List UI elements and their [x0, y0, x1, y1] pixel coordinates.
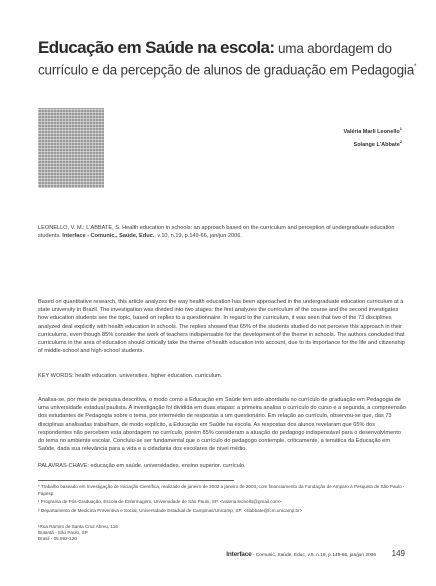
footer-citation: - Comunic, Saúde, Educ, v.9, n.18, p.149-66, jan/jun 2006	[251, 553, 376, 558]
abstract-portuguese: Analisa-se, por meio de pesquisa descritiva, o modo como a Educação em Saúde tem sido abordada no currículo de graduação em Pedagogia de uma universidade estadual paulista. A investigação foi dividida em duas etapas: a primeira analisa o currículo do curso e a segunda, a compreensão dos estudantes de Pedagogia sobre o tema, por intermédio de respostas a um questionário. Em relação ao currículo, observou-se que, das 73 disciplinas analisadas trabalham, de modo explícito, a Educação em Saúde na escola. As respostas dos alunos revelaram que 65% dos respondentes não percebem esta abordagem no currículo, porém 85% consideram a atuação do pedagogo indispensável para o desenvolvimento do tema no ambiente escolar. Concluiu-se ser fundamental que o currículo do pedagogo contemple, criticamente, a temática da Educação em Saúde, dada sua relevância para a vida e a cidadania dos escolares de nível médio.	[38, 397, 406, 453]
author-1	[344, 124, 402, 137]
footer-magazine-name: Interface	[226, 551, 252, 558]
footnote-author-2: ² Departamento de Medicina Preventiva e Social, Universidade Estadual de Campinas/Unicamp, SP. <slabbate@fcm.unicamp.br>	[38, 508, 303, 513]
author-2	[344, 137, 402, 150]
decorative-pattern-block	[38, 108, 104, 188]
abstract-english: Based on quantitative research, this article analyzes the way health education has been approached in the undergraduate education curriculum at a state university in Brazil. The investigation was divided into two stages: the first analyzes the curriculum of the course and the second investigates how education students see the topic, based on replies to a questionnaire. In regard to the curriculum, it was seen that two of the 73 disciplines analyzed deal explicitly with health education in schools. The replies showed that 65% of the students studied do not perceive this approach in their curriculums, even though 85% consider the work of teachers indispensable for the development of the theme in schools. The authors concluded that curriculums in the area of education should critically take the theme of health education into account, due to its importance for the life and citizenship of middle-school and high-school students.	[38, 299, 405, 355]
title-bold-part: Educação em Saúde na escola:	[38, 38, 275, 57]
article-title	[38, 38, 418, 79]
citation-rest: , v.10, n.19, p.149-66, jan/jun 2006.	[154, 233, 242, 240]
author-sup: 1	[399, 126, 402, 131]
citation	[38, 224, 408, 240]
address-line: Butantã - São Paulo, SP	[38, 530, 88, 536]
keywords-portuguese: PALAVRAS-CHAVE: educação em saúde. universidades. ensino superior. currículo.	[38, 463, 246, 469]
running-footer	[226, 551, 376, 558]
footnote-funding: * Trabalho baseado em Investigação de Iniciação Científica, realizado de janeiro de 2002 a janeiro de 2003, com financiamento da Fundação de Amparo à Pesquisa de São Paulo - Fapesp.	[38, 484, 405, 496]
citation-journal: Interface - Comunic., Saúde, Educ.	[62, 233, 155, 240]
author-name: Valéria Marli Leonello	[343, 128, 400, 135]
address-line: ¹Rua Ramiro de Santa Cruz Abreu, 116	[38, 524, 118, 529]
page-number: 149	[391, 549, 405, 558]
postal-address	[38, 524, 118, 543]
footnote-author-1: ¹ Programa de Pós-Graduação, Escola de Enfermagem, Universidade de São Paulo, SP. <valeria.leonello@gmail.com>	[38, 499, 282, 504]
footnote-divider	[38, 480, 234, 481]
keywords-english: KEY WORDS: health education. universities. higher education. curriculum.	[38, 373, 223, 379]
citation-text: LEONELLO, V. M.; L'ABBATE, S. Health education in schools: an approach based on the curriculum and perception of undergraduate education students.	[38, 225, 395, 240]
address-line: Brasil - 05.592-120	[38, 536, 77, 542]
title-rest: uma abordagem do currículo e da percepção de alunos de graduação em Pedagogia	[38, 41, 415, 78]
authors-block	[344, 124, 402, 150]
author-sup: 2	[399, 138, 402, 144]
title-footnote-marker: *	[414, 64, 417, 70]
author-name: Solange L'Abbate	[353, 141, 400, 148]
